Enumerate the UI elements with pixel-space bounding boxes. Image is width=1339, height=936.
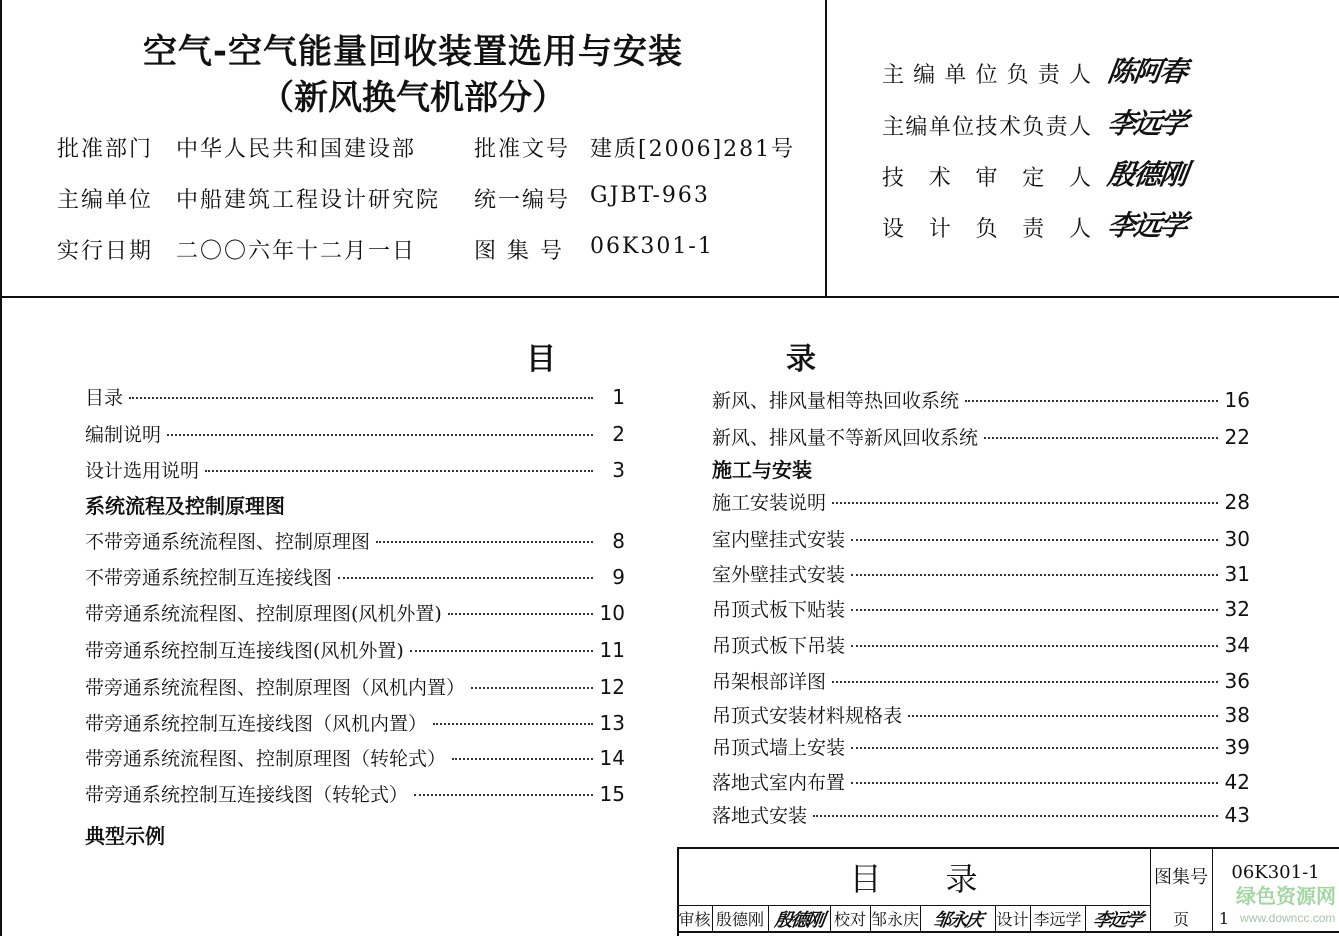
toc-entry-label: 新风、排风量相等热回收系统 (712, 390, 960, 412)
toc-entry[interactable] (712, 488, 1250, 515)
design-label: 设计 (996, 910, 1029, 929)
toc-entry-page: 39 (1224, 735, 1250, 759)
toc-leader (851, 539, 1218, 541)
toc-entry-page: 1 (612, 385, 625, 409)
signature: 陈阿春 (1105, 55, 1189, 88)
meta-value: 中华人民共和国建设部 (176, 137, 417, 162)
toc-leader (908, 715, 1218, 717)
toc-entry-page: 9 (612, 565, 625, 589)
meta-label: 主编单位 (57, 188, 154, 213)
toc-leader (205, 470, 593, 472)
toc-entry[interactable] (712, 768, 1250, 795)
toc-entry[interactable] (712, 801, 1250, 828)
meta-label: 批准文号 (474, 137, 571, 162)
toc-entry-label: 室外壁挂式安装 (712, 564, 846, 586)
responsible-role: 技 术 审 定 人 (882, 166, 1092, 191)
toc-leader (448, 613, 593, 615)
meta-value: 中船建筑工程设计研究院 (176, 188, 441, 213)
toc-entry[interactable] (85, 599, 625, 626)
toc-entry[interactable] (85, 383, 625, 410)
toc-entry-label: 新风、排风量不等新风回收系统 (712, 427, 979, 449)
atlas-number-value: 06K301-1 (1231, 862, 1320, 883)
toc-entry-page: 14 (599, 746, 625, 770)
toc-entry[interactable] (712, 733, 1250, 760)
toc-entry-page: 30 (1224, 527, 1250, 551)
toc-entry-page: 43 (1224, 803, 1250, 827)
responsible-role: 主编单位技术负责人 (882, 115, 1092, 140)
toc-entry[interactable] (85, 420, 625, 447)
design-signature: 李远学 (1091, 909, 1143, 931)
toc-entry[interactable] (85, 563, 625, 590)
toc-entry[interactable] (712, 423, 1250, 450)
toc-entry-label: 吊顶式墙上安装 (712, 737, 846, 759)
toc-entry-label: 带旁通系统流程图、控制原理图(风机外置) (85, 603, 442, 625)
toc-entry[interactable] (85, 456, 625, 483)
toc-leader (832, 681, 1218, 683)
toc-entry-label: 带旁通系统控制互连接线图（转轮式） (85, 784, 409, 806)
toc-entry-label: 编制说明 (85, 424, 162, 446)
toc-leader (851, 747, 1218, 749)
toc-entry-label: 带旁通系统流程图、控制原理图（风机内置） (85, 677, 466, 699)
toc-entry-label: 不带旁通系统控制互连接线图 (85, 567, 333, 589)
toc-entry-page: 8 (612, 529, 625, 553)
toc-entry-page: 15 (599, 782, 625, 806)
watermark-text: 绿色资源网 (1236, 884, 1336, 908)
toc-entry[interactable] (712, 595, 1250, 622)
meta-label: 统一编号 (474, 188, 571, 213)
toc-entry-page: 10 (599, 601, 625, 625)
toc-leader (851, 645, 1218, 647)
toc-leader (433, 723, 593, 725)
toc-entry[interactable] (712, 386, 1250, 413)
toc-entry-page: 13 (599, 711, 625, 735)
toc-entry[interactable] (85, 780, 625, 807)
toc-entry-label: 设计选用说明 (85, 460, 200, 482)
toc-entry-label: 吊架根部详图 (712, 671, 827, 693)
toc-entry-page: 3 (612, 458, 625, 482)
signature: 李远学 (1105, 107, 1189, 140)
toc-entry-page: 31 (1224, 562, 1250, 586)
review-label: 审核 (678, 910, 711, 929)
toc-leader (851, 574, 1218, 576)
toc-leader (167, 434, 593, 436)
sheet-title: 目 录 (849, 860, 978, 898)
toc-entry-label: 室内壁挂式安装 (712, 529, 846, 551)
toc-entry[interactable] (85, 709, 625, 736)
meta-value: 建质[2006]281号 (590, 137, 796, 162)
watermark-url: www.downcc.com (1240, 911, 1336, 925)
page-number: 1 (1218, 909, 1230, 928)
meta-value: 二〇〇六年十二月一日 (176, 239, 417, 264)
toc-leader (851, 609, 1218, 611)
atlas-number-label: 图集号 (1154, 867, 1208, 888)
check-name: 邹永庆 (870, 910, 919, 929)
toc-entry[interactable] (85, 527, 625, 554)
toc-entry-page: 34 (1224, 633, 1250, 657)
toc-heading-left: 目 (526, 342, 556, 377)
document-subtitle: （新风换气机部分） (260, 78, 566, 118)
meta-value: 06K301-1 (590, 234, 714, 259)
toc-entry-label: 不带旁通系统流程图、控制原理图 (85, 531, 371, 553)
toc-entry-page: 11 (599, 638, 625, 662)
signature: 李远学 (1105, 209, 1189, 242)
toc-entry[interactable] (85, 673, 625, 700)
toc-entry-label: 吊顶式板下贴装 (712, 599, 846, 621)
toc-entry-label: 落地式安装 (712, 805, 808, 827)
toc-heading-right: 录 (786, 342, 816, 377)
toc-entry-label: 带旁通系统流程图、控制原理图（转轮式） (85, 748, 447, 770)
toc-entry[interactable] (712, 631, 1250, 658)
check-signature: 邹永庆 (931, 909, 983, 931)
toc-entry-label: 施工安装说明 (712, 492, 827, 514)
toc-entry-label: 目录 (85, 387, 124, 409)
review-name: 殷德刚 (715, 910, 764, 929)
meta-label: 图 集 号 (474, 239, 564, 264)
toc-leader (452, 758, 593, 760)
toc-entry[interactable] (712, 701, 1250, 728)
review-signature: 殷德刚 (773, 909, 825, 931)
toc-leader (851, 782, 1218, 784)
toc-entry-page: 22 (1224, 425, 1250, 449)
signature: 殷德刚 (1105, 158, 1189, 191)
toc-entry-label: 吊顶式板下吊装 (712, 635, 846, 657)
toc-entry-label: 落地式室内布置 (712, 772, 846, 794)
toc-entry-page: 28 (1224, 490, 1250, 514)
toc-entry-label: 带旁通系统控制互连接线图(风机外置) (85, 640, 404, 662)
toc-section: 施工与安装 (712, 458, 812, 482)
toc-leader (338, 577, 593, 579)
toc-entry-label: 带旁通系统控制互连接线图（风机内置） (85, 713, 428, 735)
toc-leader (813, 815, 1218, 817)
toc-leader (410, 650, 593, 652)
toc-entry-page: 36 (1224, 669, 1250, 693)
toc-entry[interactable] (712, 560, 1250, 587)
meta-label: 批准部门 (57, 137, 154, 162)
toc-leader (376, 541, 593, 543)
toc-entry-page: 16 (1224, 388, 1250, 412)
meta-label: 实行日期 (57, 239, 154, 264)
toc-leader (832, 502, 1218, 504)
toc-entry[interactable] (712, 525, 1250, 552)
toc-leader (129, 397, 593, 399)
toc-leader (414, 794, 593, 796)
meta-value: GJBT-963 (590, 183, 710, 208)
toc-entry[interactable] (85, 744, 625, 771)
toc-entry[interactable] (85, 636, 625, 663)
design-name: 李远学 (1033, 910, 1082, 929)
responsible-role: 设 计 负 责 人 (882, 217, 1092, 242)
toc-entry-page: 32 (1224, 597, 1250, 621)
document-title: 空气-空气能量回收装置选用与安装 (142, 32, 684, 72)
toc-entry-label: 吊顶式安装材料规格表 (712, 705, 903, 727)
toc-entry-page: 42 (1224, 770, 1250, 794)
toc-entry-page: 38 (1224, 703, 1250, 727)
page-label: 页 (1172, 910, 1189, 929)
toc-section: 典型示例 (85, 824, 165, 848)
toc-section: 系统流程及控制原理图 (85, 494, 285, 518)
toc-entry[interactable] (712, 667, 1250, 694)
check-label: 校对 (833, 910, 866, 929)
responsible-role: 主编单位负责人 (882, 63, 1092, 88)
toc-entry-page: 2 (612, 422, 625, 446)
toc-leader (965, 400, 1218, 402)
toc-leader (471, 687, 593, 689)
toc-leader (984, 437, 1218, 439)
toc-entry-page: 12 (599, 675, 625, 699)
